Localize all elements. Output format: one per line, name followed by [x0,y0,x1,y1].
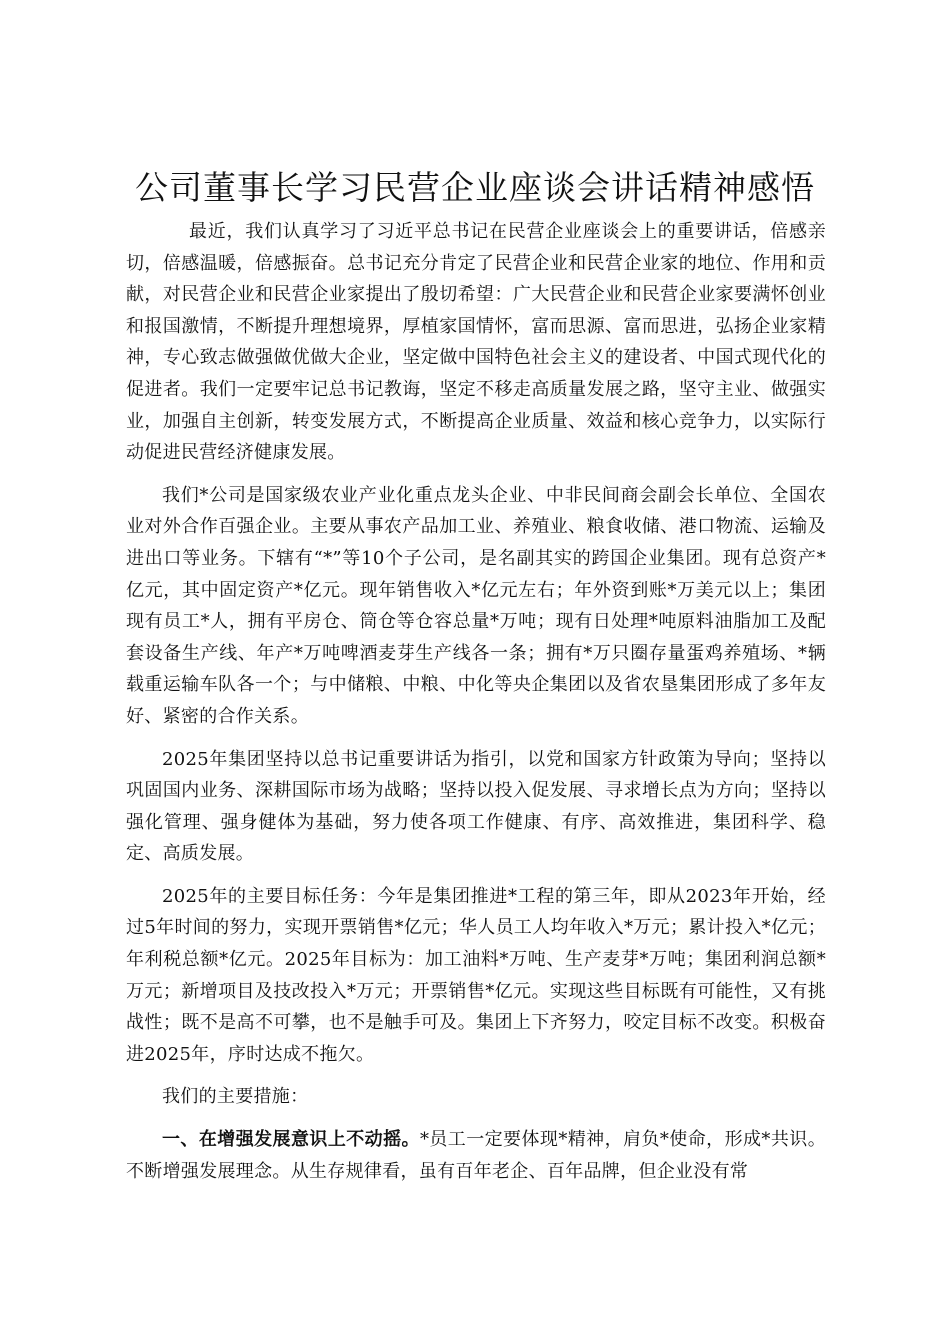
paragraph-intro: 最近，我们认真学习了习近平总书记在民营企业座谈会上的重要讲话，倍感亲切，倍感温暖，倍感振奋。总书记充分肯定了民营企业和民营企业家的地位、作用和贡献，对民营企业和民营企业家提出了殷切希望：广大民营企业和民营企业家要满怀创业和报国激情，不断提升理想境界，厚植家国情怀，富而思源、富而思进，弘扬企业家精神，专心致志做强做优做大企业，坚定做中国特色社会主义的建设者、中国式现代化的促进者。我们一定要牢记总书记教诲，坚定不移走高质量发展之路，坚守主业、做强实业，加强自主创新，转变发展方式，不断提高企业质量、效益和核心竞争力，以实际行动促进民营经济健康发展。 [126,221,826,464]
paragraph-2025-targets: 2025年的主要目标任务：今年是集团推进*工程的第三年，即从2023年开始，经过5年时间的努力，实现开票销售*亿元；华人员工人均年收入*万元；累计投入*亿元；年利税总额*亿元。2025年目标为：加工油料*万吨、生产麦芽*万吨；集团利润总额*万元；新增项目及技改投入*万元；开票销售*亿元。实现这些目标既有可能性，又有挑战性；既不是高不可攀，也不是触手可及。集团上下齐努力，咬定目标不改变。积极奋进2025年，序时达成不拖欠。 [126,885,826,1065]
paragraph-company-profile: 我们*公司是国家级农业产业化重点龙头企业、中非民间商会副会长单位、全国农业对外合作百强企业。主要从事农产品加工业、养殖业、粮食收储、港口物流、运输及进出口等业务。下辖有“*”等10个子公司，是名副其实的跨国企业集团。现有总资产*亿元，其中固定资产*亿元。现年销售收入*亿元左右；年外资到账*万美元以上；集团现有员工*人，拥有平房仓、筒仓等仓容总量*万吨；现有日处理*吨原料油脂加工及配套设备生产线、年产*万吨啤酒麦芽生产线各一条；拥有*万只圈存量蛋鸡养殖场、*辆载重运输车队各一个；与中储粮、中粮、中化等央企集团以及省农垦集团形成了多年友好、紧密的合作关系。 [126,484,826,727]
document-body [126,216,826,1187]
measure-1-text: *员工一定要体现*精神，肩负*使命，形成*共识。不断增强发展理念。从生存规律看，虽有百年老企、百年品牌，但企业没有常 [126,1129,826,1182]
paragraph-measure-1 [126,1124,826,1187]
measure-1-lead: 一、在增强发展意识上不动摇。 [162,1129,420,1151]
paragraph-2025-strategy: 2025年集团坚持以总书记重要讲话为指引，以党和国家方针政策为导向；坚持以巩固国内业务、深耕国际市场为战略；坚持以投入促发展、寻求增长点为方向；坚持以强化管理、强身健体为基础，努力使各项工作健康、有序、高效推进，集团科学、稳定、高质发展。 [126,748,826,865]
document-title: 公司董事长学习民营企业座谈会讲话精神感悟 [135,168,815,207]
paragraph-measures-heading: 我们的主要措施： [162,1086,309,1108]
